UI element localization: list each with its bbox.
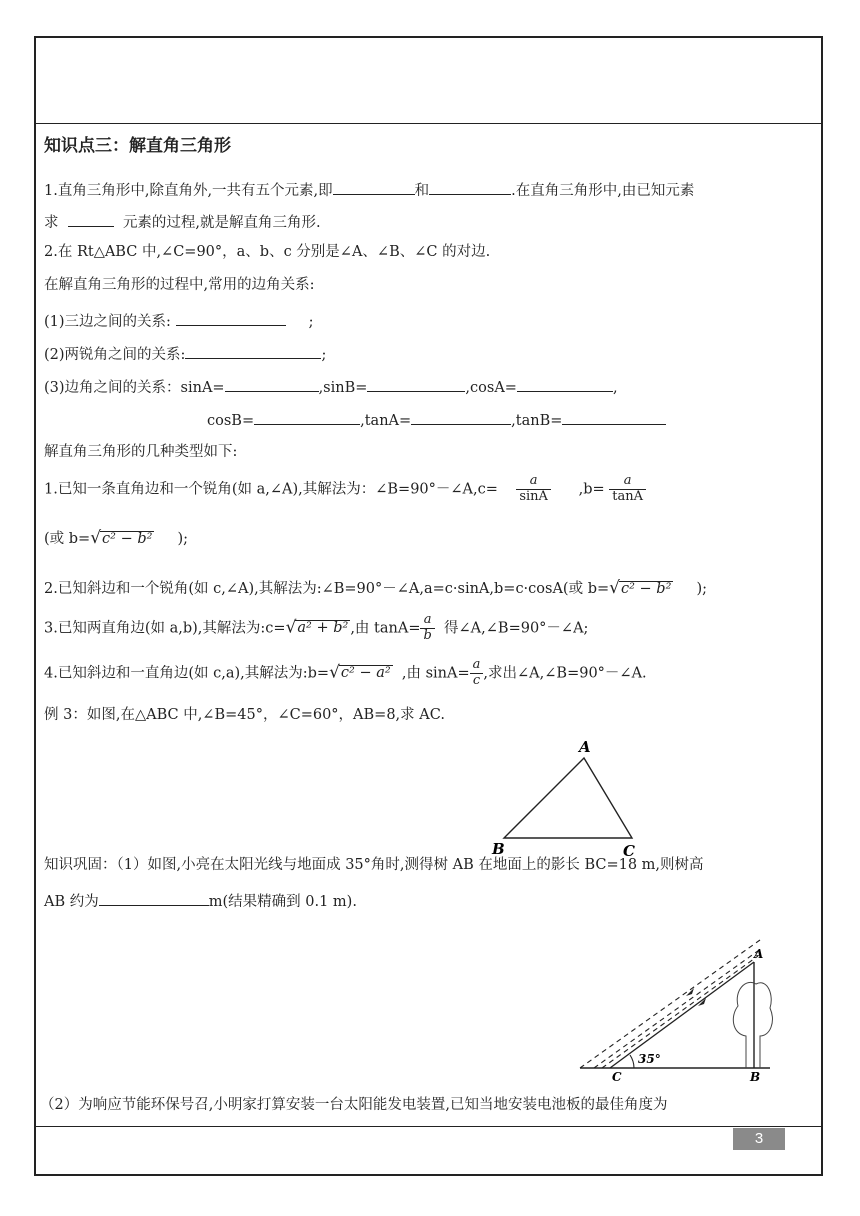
fraction-a-over-tanA: $\frac{a}{\tan A}$	[609, 474, 646, 505]
point-label-a: A	[754, 947, 764, 961]
blank-tree-height	[99, 891, 209, 906]
vertex-label-a: A	[579, 738, 591, 756]
t4-text-b: ,由 sinA=	[401, 665, 470, 682]
fraction-a-over-b: $\frac{a}{b}$	[420, 613, 434, 644]
p1-text-b: 和	[414, 183, 430, 199]
point-label-b: B	[750, 1070, 761, 1084]
sqrt-c2-b2: c² − b²	[620, 581, 672, 597]
section-title: 知识点三：解直角三角形	[44, 136, 231, 156]
blank-3	[68, 212, 114, 227]
t1-text-c: (或 b=	[44, 531, 91, 547]
fraction-a-over-sinA: $\frac{a}{\sin A}$	[516, 474, 551, 505]
type-1-line-2	[44, 530, 188, 547]
blank-r1	[176, 311, 286, 326]
t1-text-d: );	[177, 531, 189, 547]
p1-text-c: .在直角三角形中,由已知元素	[511, 183, 695, 199]
radical-sign: √	[90, 528, 102, 548]
r3-end: ,	[612, 380, 618, 396]
r3-sinB: ,sinB=	[318, 380, 368, 396]
type-4	[44, 658, 647, 689]
relation-3	[44, 377, 618, 396]
t2-text-b: );	[696, 581, 707, 597]
t1-text-a: 1.已知一条直角边和一个锐角(如 a,∠A),其解法为：∠B=90°－∠A,c=	[44, 481, 498, 498]
types-intro: 解直角三角形的几种类型如下:	[44, 444, 238, 460]
t4-text-a: 4.已知斜边和一直角边(如 c,a),其解法为:b=	[44, 665, 330, 682]
blank-cosA	[517, 377, 613, 392]
blank-cosB	[254, 410, 360, 425]
r4-tanB: ,tanB=	[511, 413, 563, 429]
t4-text-c: ,求出∠A,∠B=90°－∠A.	[483, 665, 647, 682]
paragraph-2: 2.在 Rt△ABC 中,∠C=90°，a、b、c 分别是∠A、∠B、∠C 的对边.	[44, 244, 491, 260]
r1-end: ;	[308, 314, 314, 330]
tree-shadow-figure	[574, 938, 774, 1084]
radical-sign: √	[609, 578, 620, 598]
relation-2	[44, 344, 326, 363]
paragraph-3: 在解直角三角形的过程中,常用的边角关系:	[44, 277, 315, 293]
tree-outline	[733, 982, 772, 1068]
blank-sinA	[225, 377, 319, 392]
blank-sinB	[367, 377, 465, 392]
t1-text-b: ,b=	[578, 481, 605, 498]
type-3	[44, 613, 588, 644]
relation-1	[44, 311, 313, 330]
p1-text-e: 元素的过程,就是解直角三角形.	[122, 215, 321, 231]
r4-tanA: ,tanA=	[360, 413, 412, 429]
exercise-2-line-1: （2）为响应节能环保号召,小明家打算安装一台太阳能发电装置,已知当地安装电池板的最佳角度为	[40, 1097, 668, 1113]
point-label-c: C	[612, 1070, 622, 1084]
exercise-1-line-2	[44, 891, 357, 910]
r3-cosA: ,cosA=	[465, 380, 517, 396]
exercise-1-line-1: 知识巩固：（1）如图,小亮在太阳光线与地面成 35°角时,测得树 AB 在地面上的影长 BC=18 m,则树高	[44, 857, 704, 873]
blank-tanB	[562, 410, 666, 425]
t2-text-a: 2.已知斜边和一个锐角(如 c,∠A),其解法为:∠B=90°－∠A,a=c·sinA,b=c·cosA(或 b=	[44, 581, 610, 597]
paragraph-1-line-1	[44, 180, 694, 199]
t3-text-b: ,由 tanA=	[350, 620, 421, 637]
r4-cosB: cosB=	[207, 413, 255, 429]
p1-text-d: 求	[44, 215, 59, 231]
angle-label: 35°	[638, 1052, 661, 1066]
r1-label: (1)三边之间的关系:	[44, 314, 171, 330]
page-number: 3	[733, 1128, 785, 1150]
r2-label: (2)两锐角之间的关系:	[44, 347, 186, 363]
sqrt-c2-a2: c² − a²	[340, 665, 391, 682]
type-1-line-1	[44, 474, 646, 505]
top-divider	[34, 123, 823, 124]
sqrt-c2-b2: c² − b²	[102, 531, 153, 547]
type-2	[44, 580, 707, 597]
sun-ray-dashed-1	[580, 940, 760, 1068]
q1-text-c: m(结果精确到 0.1 m).	[208, 894, 357, 910]
r3-label: (3)边角之间的关系：sinA=	[44, 380, 225, 396]
sqrt-a2-b2: a² + b²	[297, 620, 349, 637]
q1-text-b: AB 约为	[44, 894, 99, 910]
vertex-label-c: C	[623, 842, 635, 860]
triangle-figure	[480, 736, 660, 860]
blank-2	[429, 180, 511, 195]
r2-end: ;	[321, 347, 327, 363]
blank-r2	[185, 344, 321, 359]
p1-text-a: 1.直角三角形中,除直角外,一共有五个元素,即	[44, 183, 333, 199]
relation-4	[207, 410, 666, 429]
angle-arc	[630, 1055, 634, 1068]
example-3: 例 3：如图,在△ABC 中,∠B=45°，∠C=60°，AB=8,求 AC.	[44, 707, 445, 723]
fraction-a-over-c: $\frac{a}{c}$	[470, 658, 484, 689]
sun-ray-main	[610, 962, 754, 1068]
t3-text-a: 3.已知两直角边(如 a,b),其解法为:c=	[44, 620, 286, 637]
radical-sign: √	[285, 617, 297, 638]
t3-text-c: 得∠A,∠B=90°－∠A;	[444, 620, 589, 637]
paragraph-1-line-2	[44, 212, 321, 231]
blank-1	[333, 180, 415, 195]
bottom-divider	[34, 1126, 823, 1127]
vertex-label-b: B	[492, 840, 505, 858]
triangle-abc	[504, 758, 632, 838]
blank-tanA	[411, 410, 511, 425]
radical-sign: √	[329, 662, 340, 683]
